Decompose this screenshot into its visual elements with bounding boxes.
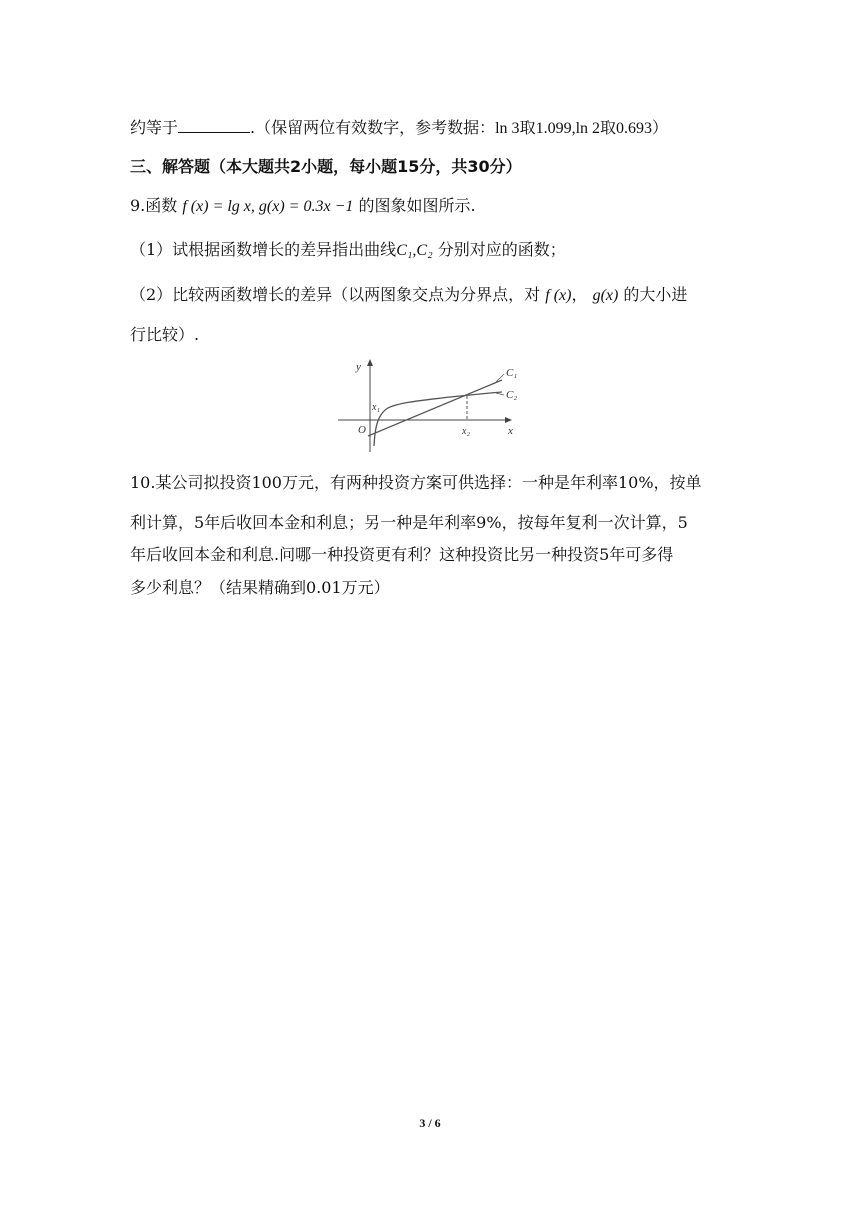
- c1-leader: [494, 374, 504, 384]
- x-axis-arrow: [505, 417, 512, 423]
- question-9-part-1: [130, 240, 566, 261]
- line-text: 取: [600, 118, 617, 137]
- math-f: f (x): [545, 287, 572, 304]
- c1-label: C₁: [506, 367, 518, 379]
- x1-label: x₁: [372, 402, 380, 413]
- line-text: 9.函数: [130, 196, 183, 215]
- math-g: g(x): [592, 287, 619, 304]
- question-10-line-2: 利计算，5年后收回本金和利息；另一种是年利率9%，按每年复利一次计算，5: [130, 513, 688, 532]
- c2-label: C₂: [506, 389, 518, 401]
- line-text: 约等于: [130, 118, 179, 137]
- c2-leader: [496, 393, 504, 395]
- math-curves: C₁,C₂: [396, 242, 433, 259]
- math-functions: f (x) = lg x, g(x) = 0.3x −1: [182, 198, 354, 215]
- math-ln3: ln 3: [495, 120, 520, 137]
- y-axis-arrow: [367, 359, 373, 366]
- question-9-part-2: [130, 285, 687, 306]
- question-10-line-1: 10.某公司拟投资100万元，有两种投资方案可供选择：一种是年利率10%，按单: [130, 473, 702, 492]
- line-text: （1）试根据函数增长的差异指出曲线: [130, 240, 397, 259]
- line-text: 分别对应的函数；: [432, 240, 566, 259]
- math-ln2: ln 2: [575, 120, 601, 137]
- answer-blank-line: [130, 118, 668, 139]
- page-number: 3 / 6: [419, 1116, 441, 1130]
- origin-label: O: [358, 424, 366, 436]
- section-heading: 三、解答题（本大题共2小题，每小题15分，共30分）: [130, 157, 522, 176]
- line-text: .（保留两位有效数字，参考数据：: [250, 118, 496, 137]
- answer-blank: [178, 118, 250, 133]
- line-text: ）: [652, 118, 669, 137]
- line-text: ，: [571, 285, 593, 304]
- line-text: 取: [519, 118, 536, 137]
- x-axis-label: x: [508, 425, 513, 437]
- math-value: 1.099,: [535, 120, 576, 137]
- line-text: 的大小进: [618, 285, 688, 304]
- question-9: [130, 196, 476, 217]
- log-curve-c2: [374, 392, 502, 446]
- line-text: 的图象如图所示.: [353, 196, 476, 215]
- y-axis-label: y: [356, 361, 361, 373]
- question-10-line-4: 多少利息？（结果精确到0.01万元）: [130, 578, 390, 597]
- question-10-line-3: 年后收回本金和利息.问哪一种投资更有利？这种投资比另一种投资5年可多得: [130, 545, 674, 564]
- x2-label: x₂: [462, 426, 470, 437]
- math-value: 0.693: [616, 120, 653, 137]
- line-text: （2）比较两函数增长的差异（以两图象交点为分界点，对: [130, 285, 546, 304]
- question-9-part-2-cont: 行比较）.: [130, 325, 200, 344]
- function-graph-figure: [336, 354, 526, 454]
